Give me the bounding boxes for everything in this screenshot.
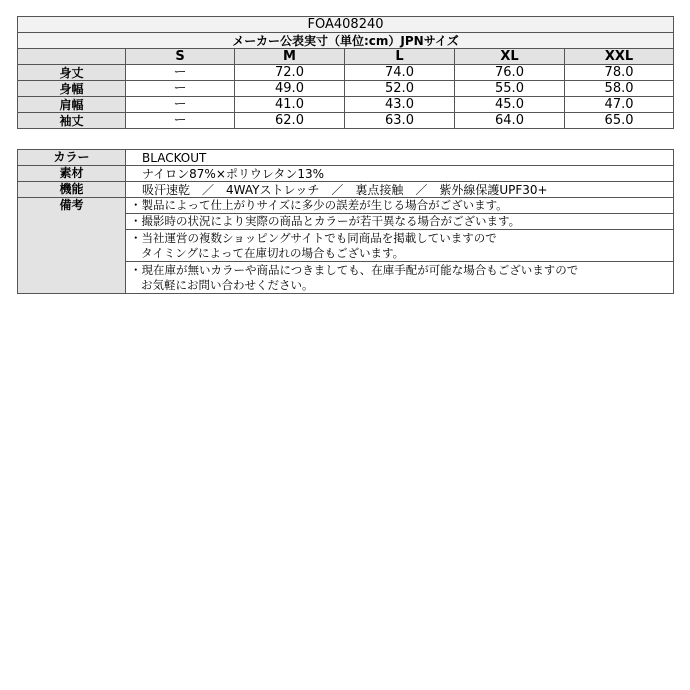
cell: ー: [126, 113, 235, 129]
table-row: [18, 65, 674, 81]
size-table-subtitle: メーカー公表実寸（単位:cm）JPNサイズ: [18, 33, 674, 49]
cell: ー: [126, 81, 235, 97]
size-header-xxl: XXL: [565, 49, 674, 65]
cell: 64.0: [455, 113, 565, 129]
note-item: ・製品によって仕上がりサイズに多少の誤差が生じる場合がございます。: [126, 198, 674, 214]
cell: 78.0: [565, 65, 674, 81]
cell: 58.0: [565, 81, 674, 97]
size-header-l: L: [345, 49, 455, 65]
material-value: ナイロン87%×ポリウレタン13%: [126, 166, 674, 182]
cell: 41.0: [235, 97, 345, 113]
function-label: 機能: [18, 182, 126, 198]
note-line: タイミングによって在庫切れの場合もございます。: [141, 245, 405, 260]
model-number: FOA408240: [18, 17, 674, 33]
cell: 45.0: [455, 97, 565, 113]
cell: 72.0: [235, 65, 345, 81]
size-header-corner: [18, 49, 126, 65]
color-label: カラー: [18, 150, 126, 166]
size-header-s: S: [126, 49, 235, 65]
size-header-m: M: [235, 49, 345, 65]
spec-row-notes: [18, 198, 674, 214]
cell: 43.0: [345, 97, 455, 113]
table-row: [18, 113, 674, 129]
color-value: BLACKOUT: [126, 150, 674, 166]
note-line: ・当社運営の複数ショッピングサイトでも同商品を掲載していますので: [130, 230, 497, 245]
cell: 65.0: [565, 113, 674, 129]
cell: 76.0: [455, 65, 565, 81]
cell: 49.0: [235, 81, 345, 97]
row-label-width: 身幅: [18, 81, 126, 97]
size-header-row: [18, 49, 674, 65]
note-item: [126, 230, 674, 262]
spec-row-function: [18, 182, 674, 198]
material-label: 素材: [18, 166, 126, 182]
cell: 74.0: [345, 65, 455, 81]
cell: 52.0: [345, 81, 455, 97]
function-value: 吸汗速乾 ／ 4WAYストレッチ ／ 裏点接触 ／ 紫外線保護UPF30+: [126, 182, 674, 198]
row-label-shoulder: 肩幅: [18, 97, 126, 113]
size-table: [17, 16, 674, 129]
table-row: [18, 81, 674, 97]
cell: 55.0: [455, 81, 565, 97]
note-item: ・撮影時の状況により実際の商品とカラーが若干異なる場合がございます。: [126, 214, 674, 230]
note-line: ・現在庫が無いカラーや商品につきましても、在庫手配が可能な場合もございますので: [130, 262, 579, 277]
cell: 47.0: [565, 97, 674, 113]
spec-row-color: [18, 150, 674, 166]
cell: ー: [126, 97, 235, 113]
note-item: [126, 262, 674, 294]
cell: 63.0: [345, 113, 455, 129]
notes-label: 備考: [18, 198, 126, 294]
row-label-sleeve: 袖丈: [18, 113, 126, 129]
spec-row-material: [18, 166, 674, 182]
cell: ー: [126, 65, 235, 81]
note-line: お気軽にお問い合わせください。: [141, 277, 314, 292]
table-row: [18, 97, 674, 113]
cell: 62.0: [235, 113, 345, 129]
size-header-xl: XL: [455, 49, 565, 65]
spec-table: [17, 149, 674, 294]
row-label-length: 身丈: [18, 65, 126, 81]
